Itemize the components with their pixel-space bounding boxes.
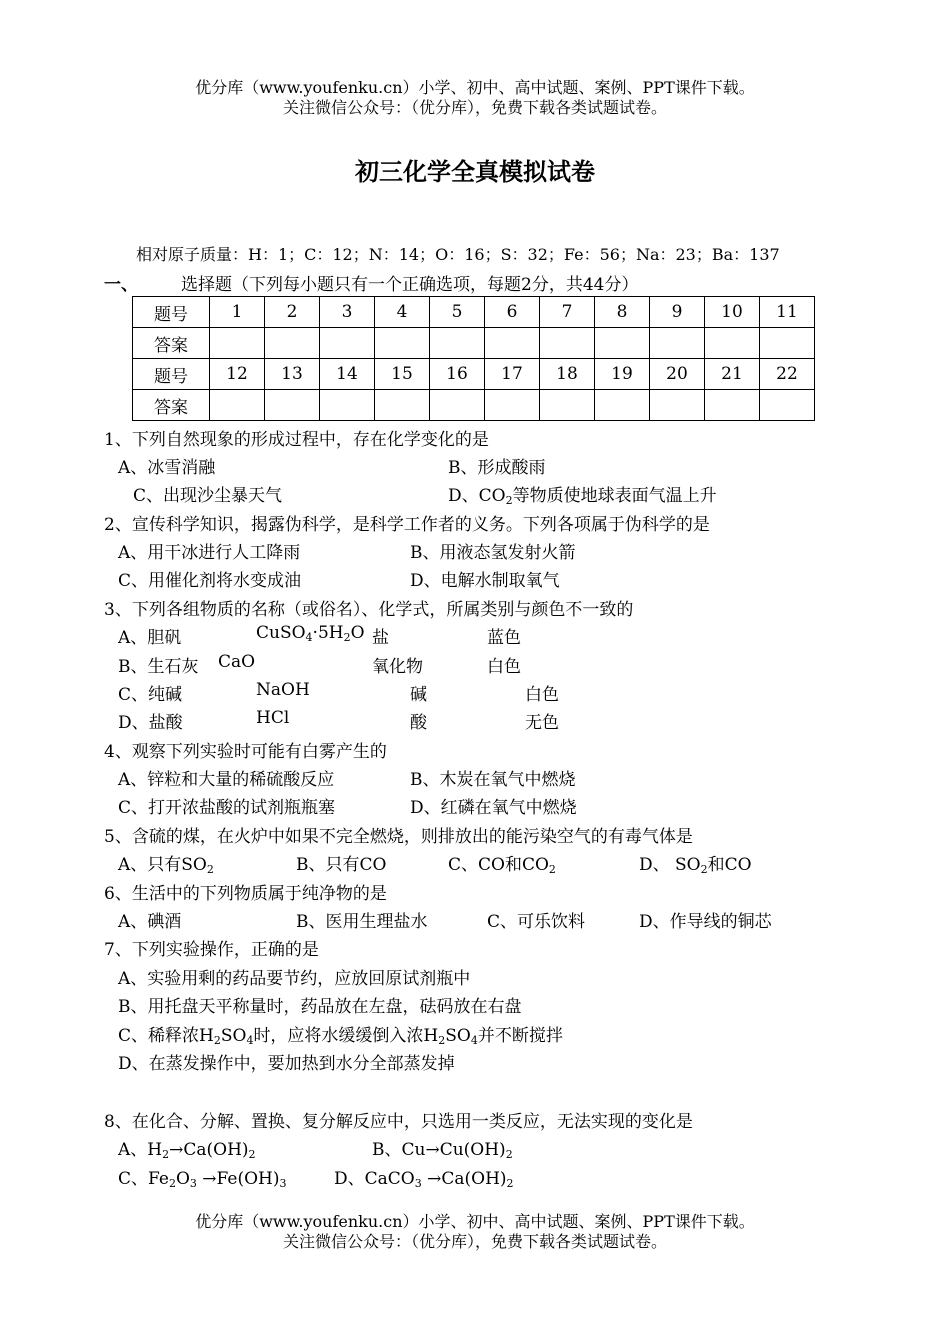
question-number: 10 <box>705 297 760 328</box>
answer-cell[interactable] <box>760 328 815 359</box>
answer-cell[interactable] <box>210 328 265 359</box>
q3-d-name: D、盐酸 <box>118 713 183 733</box>
question-number: 18 <box>540 359 595 390</box>
q3-c-category: 碱 <box>410 685 427 705</box>
table-row <box>133 359 815 390</box>
q4-option-a: A、锌粒和大量的稀硫酸反应 <box>118 770 335 790</box>
answer-cell[interactable] <box>595 390 650 421</box>
q1-option-a: A、冰雪消融 <box>118 458 216 478</box>
table-row <box>133 297 815 328</box>
answer-cell[interactable] <box>595 328 650 359</box>
q1-option-d: D、$CO_2$等物质使地球表面气温上升 <box>448 486 717 507</box>
q3-b-category: 氧化物 <box>372 657 423 677</box>
question-6-stem: 6、生活中的下列物质属于纯净物的是 <box>104 884 387 904</box>
q4-option-c: C、打开浓盐酸的试剂瓶瓶塞 <box>118 798 336 818</box>
question-number: 11 <box>760 297 815 328</box>
answer-cell[interactable] <box>705 390 760 421</box>
answer-cell[interactable] <box>540 390 595 421</box>
question-number: 2 <box>265 297 320 328</box>
header-line-2: 关注微信公众号：（优分库），免费下载各类试题试卷。 <box>282 98 667 117</box>
answer-cell[interactable] <box>705 328 760 359</box>
question-number: 3 <box>320 297 375 328</box>
answer-table <box>132 296 815 421</box>
question-number: 7 <box>540 297 595 328</box>
footer-line-2: 关注微信公众号：（优分库），免费下载各类试题试卷。 <box>282 1232 667 1251</box>
q5-option-d: D、 $SO_2$和CO <box>639 855 752 876</box>
question-7-stem: 7、下列实验操作，正确的是 <box>104 940 319 960</box>
answer-cell[interactable] <box>485 328 540 359</box>
question-number: 20 <box>650 359 705 390</box>
question-number: 4 <box>375 297 430 328</box>
question-2-stem: 2、宣传科学知识，揭露伪科学，是科学工作者的义务。下列各项属于伪科学的是 <box>104 515 710 535</box>
question-number: 9 <box>650 297 705 328</box>
question-number: 1 <box>210 297 265 328</box>
q2-option-a: A、用干冰进行人工降雨 <box>118 543 301 563</box>
q5-option-b: B、只有CO <box>296 855 387 875</box>
q3-d-formula: HCl <box>256 708 290 728</box>
answer-cell[interactable] <box>320 390 375 421</box>
q7-option-a: A、实验用剩的药品要节约，应放回原试剂瓶中 <box>118 969 471 989</box>
question-5-stem: 5、含硫的煤，在火炉中如果不完全燃烧，则排放出的能污染空气的有毒气体是 <box>104 827 693 847</box>
atomic-mass-line: 相对原子质量：H：1；C：12；N：14；O：16；S：32；Fe：56；Na：23；Ba：137 <box>136 245 780 264</box>
q3-b-color: 白色 <box>487 657 521 677</box>
question-number: 13 <box>265 359 320 390</box>
q3-a-formula: $CuSO_4\cdot 5H_2O$ <box>256 623 365 644</box>
q8-option-a: A、$H_2\to Ca(OH)_2$ <box>118 1140 256 1161</box>
header-line-1: 优分库（www.youfenku.cn）小学、初中、高中试题、案例、PPT课件下载。 <box>195 78 755 97</box>
q3-a-color: 蓝色 <box>487 628 521 648</box>
q6-option-d: D、作导线的铜芯 <box>639 912 772 932</box>
question-number: 19 <box>595 359 650 390</box>
question-8-stem: 8、在化合、分解、置换、复分解反应中，只选用一类反应，无法实现的变化是 <box>104 1112 693 1132</box>
q6-option-b: B、医用生理盐水 <box>296 912 428 932</box>
answer-cell[interactable] <box>320 328 375 359</box>
q3-b-name: B、生石灰 <box>118 657 199 677</box>
q5-option-c: C、CO和$CO_2$ <box>448 855 556 876</box>
question-number: 17 <box>485 359 540 390</box>
row-label: 答案 <box>133 390 210 421</box>
answer-cell[interactable] <box>760 390 815 421</box>
q6-option-c: C、可乐饮料 <box>487 912 586 932</box>
question-number: 6 <box>485 297 540 328</box>
q3-c-name: C、纯碱 <box>118 685 183 705</box>
q4-option-b: B、木炭在氧气中燃烧 <box>410 770 576 790</box>
question-number: 5 <box>430 297 485 328</box>
q3-d-color: 无色 <box>525 713 559 733</box>
question-3-stem: 3、下列各组物质的名称（或俗名）、化学式，所属类别与颜色不一致的 <box>104 600 634 620</box>
q3-a-category: 盐 <box>372 628 389 648</box>
question-number: 14 <box>320 359 375 390</box>
row-label: 题号 <box>133 359 210 390</box>
answer-cell[interactable] <box>375 328 430 359</box>
footer-line-1: 优分库（www.youfenku.cn）小学、初中、高中试题、案例、PPT课件下载。 <box>195 1212 755 1231</box>
answer-cell[interactable] <box>210 390 265 421</box>
question-number: 8 <box>595 297 650 328</box>
q8-option-b: B、$Cu\to Cu(OH)_2$ <box>372 1140 513 1161</box>
q2-option-b: B、用液态氢发射火箭 <box>410 543 576 563</box>
q7-option-d: D、在蒸发操作中，要加热到水分全部蒸发掉 <box>118 1054 455 1074</box>
q4-option-d: D、红磷在氧气中燃烧 <box>410 798 577 818</box>
answer-cell[interactable] <box>650 390 705 421</box>
row-label: 题号 <box>133 297 210 328</box>
question-number: 16 <box>430 359 485 390</box>
q8-option-c: C、$Fe_2O_3 \to Fe(OH)_3$ <box>118 1169 287 1190</box>
question-number: 22 <box>760 359 815 390</box>
section-number: 一、 <box>104 275 138 295</box>
q3-a-name: A、胆矾 <box>118 628 182 648</box>
q8-option-d: D、CaCO$_3$ $\to Ca(OH)_2$ <box>334 1169 514 1190</box>
q3-d-category: 酸 <box>410 713 427 733</box>
answer-cell[interactable] <box>650 328 705 359</box>
answer-cell[interactable] <box>265 328 320 359</box>
question-4-stem: 4、观察下列实验时可能有白雾产生的 <box>104 742 387 762</box>
section-heading: 选择题（下列每小题只有一个正确选项，每题2分，共44分） <box>181 275 639 295</box>
q7-option-b: B、用托盘天平称量时，药品放在左盘，砝码放在右盘 <box>118 997 522 1017</box>
q1-option-b: B、形成酸雨 <box>448 458 546 478</box>
question-number: 21 <box>705 359 760 390</box>
q3-c-formula: NaOH <box>256 680 310 700</box>
table-row <box>133 328 815 359</box>
q3-b-formula: CaO <box>218 652 256 672</box>
q7-option-c: C、稀释浓$H_2SO_4$时，应将水缓缓倒入浓$H_2SO_4$并不断搅拌 <box>118 1026 563 1047</box>
answer-cell[interactable] <box>485 390 540 421</box>
table-row <box>133 390 815 421</box>
answer-cell[interactable] <box>265 390 320 421</box>
q6-option-a: A、碘酒 <box>118 912 182 932</box>
row-label: 答案 <box>133 328 210 359</box>
answer-cell[interactable] <box>430 390 485 421</box>
q2-option-c: C、用催化剂将水变成油 <box>118 571 302 591</box>
answer-cell[interactable] <box>430 328 485 359</box>
q2-option-d: D、电解水制取氧气 <box>410 571 560 591</box>
question-number: 12 <box>210 359 265 390</box>
question-1-stem: 1、下列自然现象的形成过程中，存在化学变化的是 <box>104 430 489 450</box>
question-number: 15 <box>375 359 430 390</box>
answer-cell[interactable] <box>540 328 595 359</box>
answer-cell[interactable] <box>375 390 430 421</box>
page-title: 初三化学全真模拟试卷 <box>355 158 595 186</box>
q1-option-c: C、出现沙尘暴天气 <box>133 486 283 506</box>
q5-option-a: A、只有$SO_2$ <box>118 855 214 876</box>
q3-c-color: 白色 <box>525 685 559 705</box>
